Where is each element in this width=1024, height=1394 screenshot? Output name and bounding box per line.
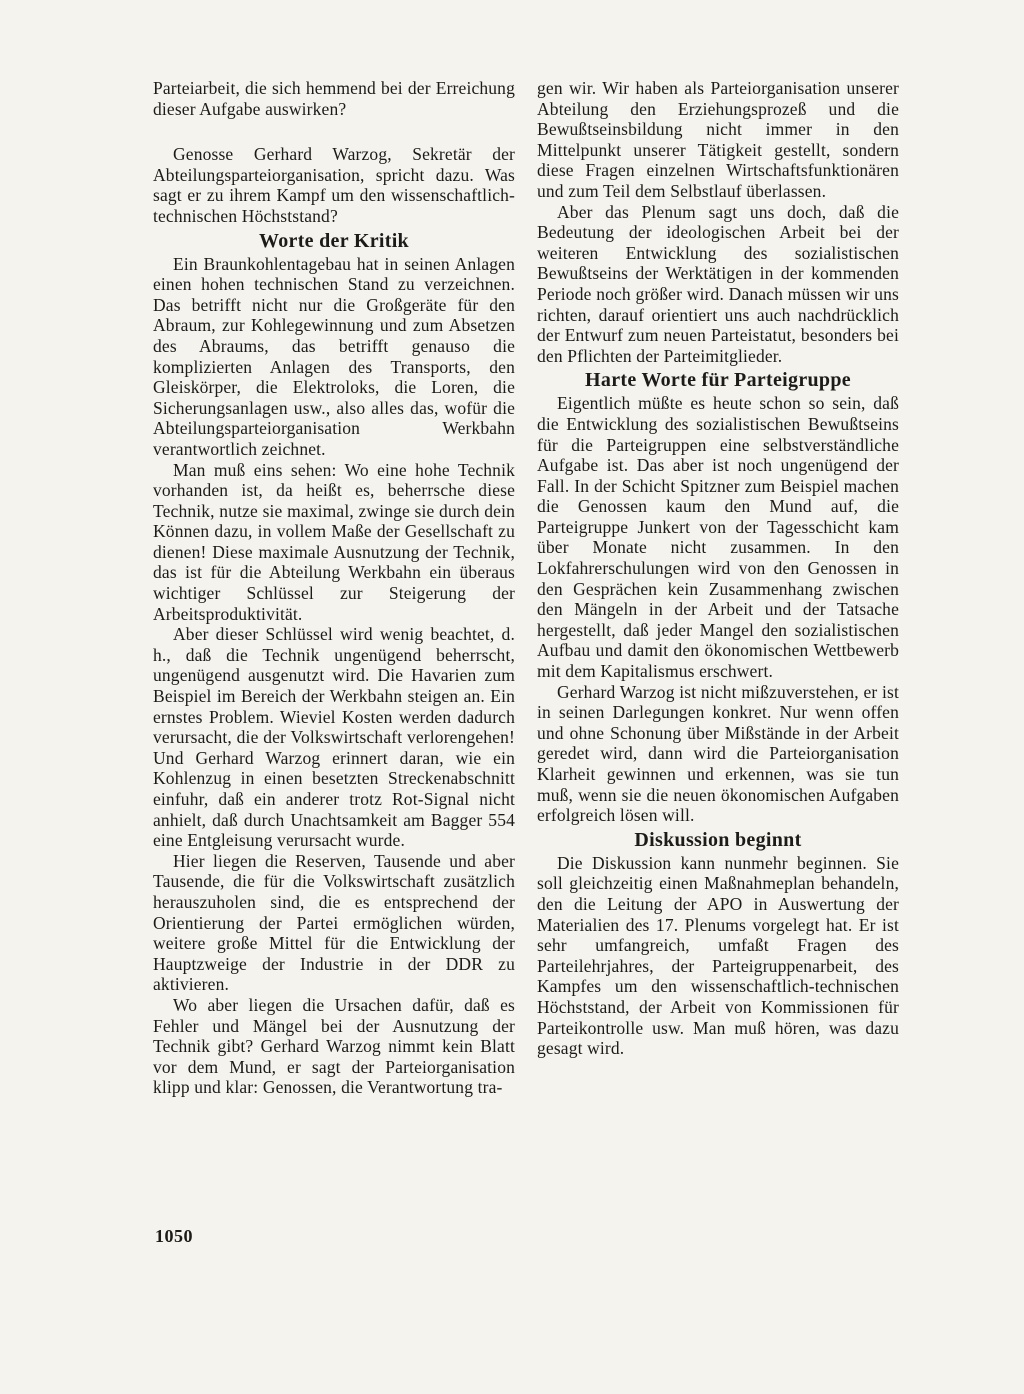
page-number: 1050 bbox=[155, 1226, 193, 1246]
paragraph: Parteiarbeit, die sich hemmend bei der Erreichung dieser Aufgabe auswirken? bbox=[153, 78, 515, 119]
paragraph: Gerhard Warzog ist nicht mißzuverstehen, er ist in seinen Darlegungen konkret. Nur wenn offen und ohne Schonung über Mißstände in der Arbeit geredet wird, dann wird die Parteiorganisation Klarheit gewinnen und erkennen, was sie tun muß, wenn sie die neuen ökonomischen Aufgaben erfolgreich lösen will. bbox=[537, 681, 899, 826]
paragraph: Wo aber liegen die Ursachen dafür, daß es Fehler und Mängel bei der Ausnutzung der Technik gibt? Gerhard Warzog nimmt kein Blatt vor dem Mund, er sagt der Parteiorganisation klipp und klar: Genossen, die Verantwortung tra- bbox=[153, 994, 515, 1098]
paragraph: Aber dieser Schlüssel wird wenig beachtet, d. h., daß die Technik ungenügend beherrscht, ungenügend ausgenutzt wird. Die Havarien zum Beispiel im Bereich der Werkbahn steigen an. Ein ernstes Problem. Wieviel Kosten werden dadurch verursacht, die der Volkswirtschaft verlorengehen! Und Gerhard Warzog erinnert daran, wie ein Kohlenzug in einen besetzten Streckenabschnitt einfuhr, daß ein anderer trotz Rot-Signal nicht anhielt, daß durch Unachtsamkeit am Bagger 554 eine Entgleisung verursacht wurde. bbox=[153, 624, 515, 851]
paragraph: Die Diskussion kann nunmehr beginnen. Sie soll gleichzeitig einen Maßnahmeplan behandeln, den die Leitung der APO in Auswertung der Materialien des 17. Plenums vorgelegt hat. Er ist sehr umfangreich, umfaßt Fragen des Parteilehrjahres, der Parteigruppenarbeit, des Kampfes um den wissenschaftlich-technischen Höchststand, der Arbeit von Kommissionen für Parteikontrolle usw. Man muß hören, was dazu gesagt wird. bbox=[537, 852, 899, 1059]
left-column bbox=[153, 78, 515, 1098]
right-column bbox=[537, 78, 899, 1059]
paragraph: Ein Braunkohlentagebau hat in seinen Anlagen einen hohen technischen Stand zu verzeichnen. Das betrifft nicht nur die Großgeräte für den Abraum, zur Kohlegewinnung und zum Absetzen des Abraums, das betrifft genauso die komplizierten Anlagen des Transports, den Gleiskörper, die Elektroloks, die Loren, die Sicherungsanlagen usw., also alles das, wofür die Abteilungsparteiorganisation Werkbahn verantwortlich zeichnet. bbox=[153, 253, 515, 459]
section-heading: Diskussion beginnt bbox=[634, 828, 802, 851]
section-heading: Worte der Kritik bbox=[259, 229, 409, 252]
paragraph: Aber das Plenum sagt uns doch, daß die Bedeutung der ideologischen Arbeit bei der weiteren Entwicklung des sozialistischen Bewußtseins der Werktätigen in der kommenden Periode noch größer wird. Danach müssen wir uns richten, darauf orientiert uns auch nachdrücklich der Entwurf zum neuen Parteistatut, besonders bei den Pflichten der Parteimitglieder. bbox=[537, 201, 899, 366]
section-heading: Harte Worte für Parteigruppe bbox=[585, 369, 851, 392]
paragraph: gen wir. Wir haben als Parteiorganisation unserer Abteilung den Erziehungsprozeß und die Bewußtseinsbildung nicht immer in den Mittelpunkt unserer Tätigkeit gestellt, sondern diese Fragen einzelnen Wirtschaftsfunktionären und zum Teil dem Selbstlauf überlassen. bbox=[537, 78, 899, 201]
paragraph: Hier liegen die Reserven, Tausende und aber Tausende, die für die Volkswirtschaft zusätzlich herauszuholen sind, die es entsprechend der Orientierung der Partei ermöglichen würden, weitere große Mittel für die Entwicklung der Hauptzweige der Industrie in der DDR zu aktivieren. bbox=[153, 850, 515, 995]
paragraph: Man muß eins sehen: Wo eine hohe Technik vorhanden ist, da heißt es, beherrsche diese Technik, nutze sie maximal, zwinge sie durch dein Können dazu, in vollem Maße der Gesellschaft zu dienen! Diese maximale Ausnutzung der Technik, das ist für die Abteilung Werkbahn ein überaus wichtiger Schlüssel zur Steigerung der Arbeitsproduktivität. bbox=[153, 459, 515, 624]
paragraph: Genosse Gerhard Warzog, Sekretär der Abteilungsparteiorganisation, spricht dazu. Was sagt er zu ihrem Kampf um den wissenschaftlich-technischen Höchststand? bbox=[153, 144, 515, 226]
paragraph: Eigentlich müßte es heute schon so sein, daß die Entwicklung des sozialistischen Bewußtseins für die Parteigruppen eine selbstverständliche Aufgabe ist. Das aber ist noch ungenügend der Fall. In der Schicht Spitzner zum Beispiel machen die Genossen kaum den Mund auf, die Parteigruppe Junkert von der Tagesschicht kam über Monate nicht zusammen. In den Lokfahrerschulungen wird von den Genossen in den Gesprächen kein Zusammenhang zwischen den Mängeln in der Arbeit und der Tatsache hergestellt, daß jeder Mangel den sozialistischen Aufbau und damit den ökonomischen Wettbewerb mit dem Kapitalismus erschwert. bbox=[537, 393, 899, 682]
